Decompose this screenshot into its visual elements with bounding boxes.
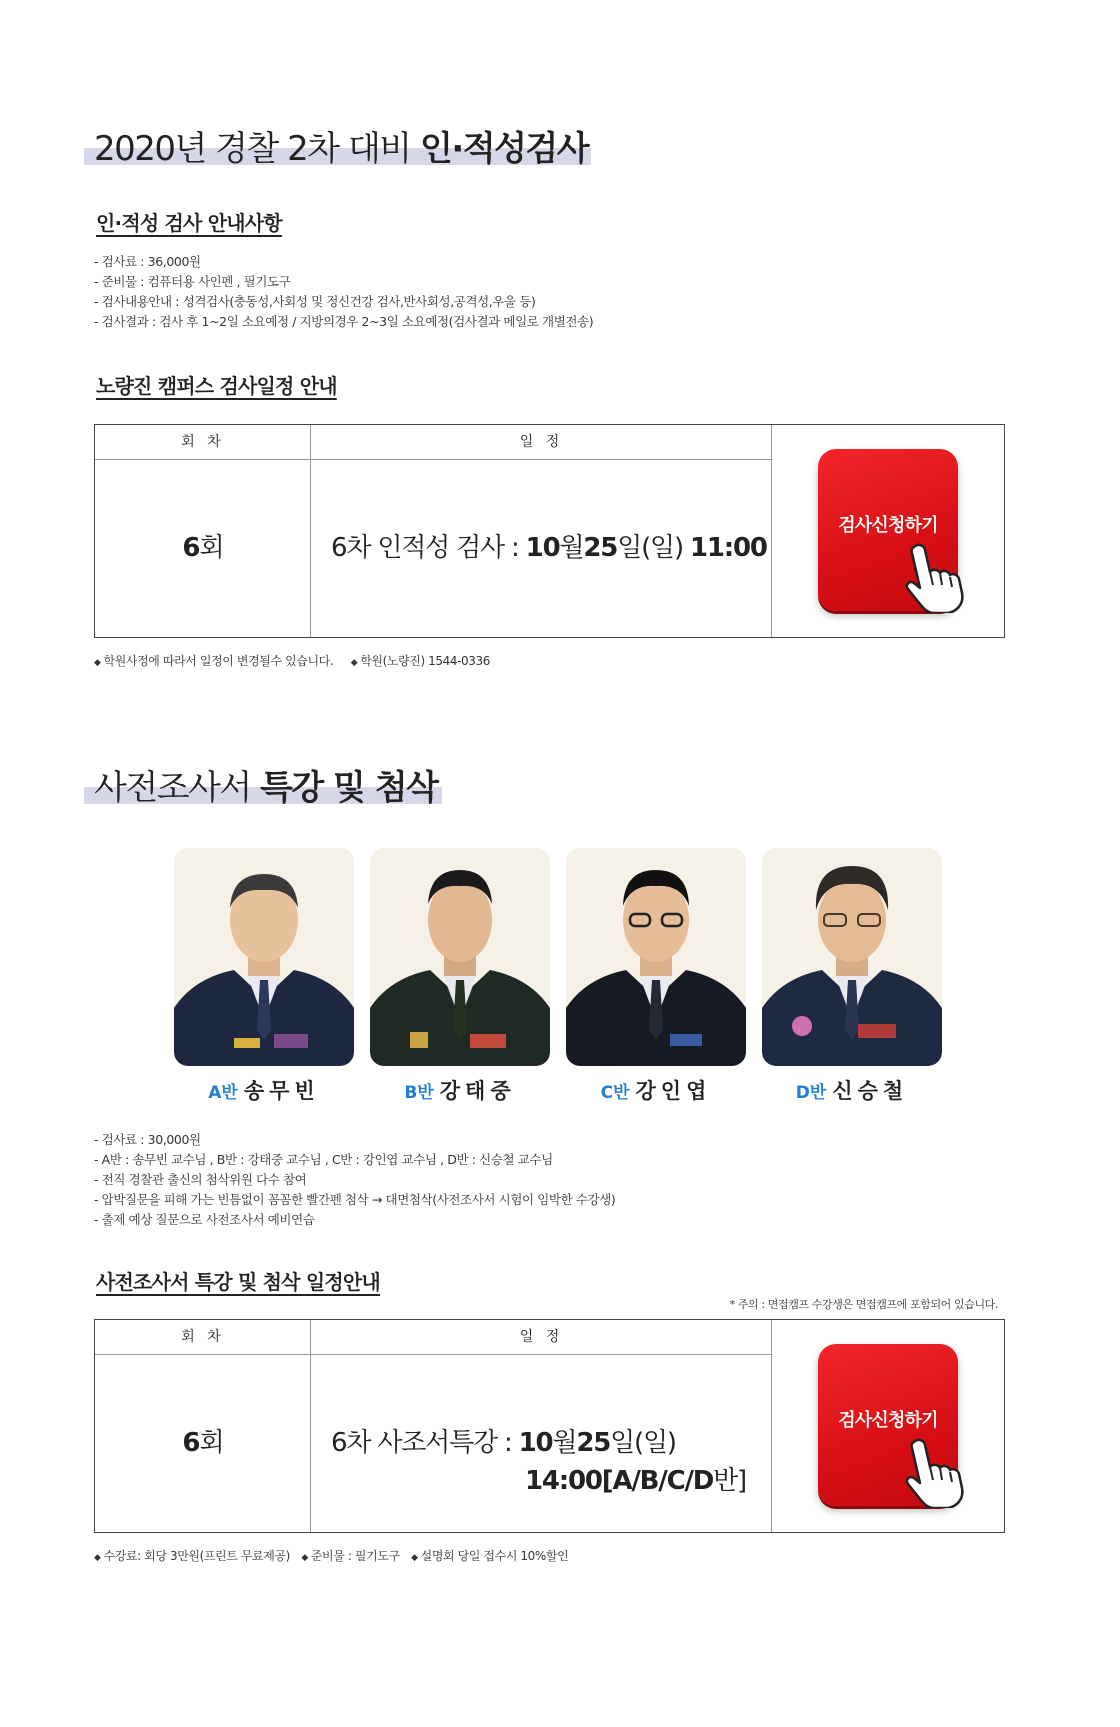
round-number: 6 bbox=[182, 1428, 200, 1458]
detail-time: 14:00[A/B/C/D bbox=[525, 1466, 714, 1496]
section1-title-prefix: 2020년 경찰 2차 대비 bbox=[94, 129, 420, 169]
detail-time-unit: 반] bbox=[713, 1466, 747, 1496]
detail-prefix: 6차 사조서특강 : bbox=[331, 1428, 519, 1458]
info-item: - A반 : 송무빈 교수님 , B반 : 강태중 교수님 , C반 : 강인엽 교수님 , D반 : 신승철 교수님 bbox=[94, 1152, 553, 1167]
instructor-label-c bbox=[566, 1075, 746, 1105]
detail-day: 25 bbox=[583, 533, 618, 563]
table-divider bbox=[771, 425, 772, 637]
instructor-label-a bbox=[174, 1075, 354, 1105]
note-text: 학원사정에 따라서 일정이 변경될수 있습니다. bbox=[103, 654, 334, 668]
bullet-icon: ◆ bbox=[94, 1553, 101, 1563]
note-text: 준비물 : 필기도구 bbox=[310, 1549, 400, 1563]
schedule-detail-time bbox=[525, 1460, 746, 1497]
round-unit: 회 bbox=[199, 533, 224, 563]
apply-button[interactable] bbox=[818, 449, 958, 611]
section2-schedule-table bbox=[94, 1319, 1005, 1533]
info-item: - 검사내용안내 : 성격검사(충동성,사회성 및 정신건강 검사,반사회성,공격성,우울 등) bbox=[94, 294, 536, 309]
detail-prefix: 6차 인적성 검사 : bbox=[331, 533, 526, 563]
section1-notes bbox=[94, 652, 504, 669]
detail-month: 10 bbox=[518, 1428, 553, 1458]
bullet-icon: ◆ bbox=[301, 1553, 308, 1563]
note-text: 수강료: 회당 3만원(프린트 무료제공) bbox=[103, 1549, 290, 1563]
info-item: - 압박질문을 피해 가는 빈틈없이 꼼꼼한 빨간펜 첨삭 → 대면첨삭(사전조사서 시험이 임박한 수강생) bbox=[94, 1192, 616, 1207]
note-text: 설명회 당일 접수시 10%할인 bbox=[420, 1549, 569, 1563]
info-item: - 출제 예상 질문으로 사전조사서 예비연습 bbox=[94, 1212, 315, 1227]
table-header-round: 회 차 bbox=[95, 425, 311, 460]
note-text: 학원(노량진) 1544-0336 bbox=[360, 654, 490, 668]
detail-month-unit: 월 bbox=[559, 533, 584, 563]
instructor-name: 신승철 bbox=[832, 1079, 909, 1103]
table-header-schedule: 일 정 bbox=[311, 1320, 772, 1355]
table-divider bbox=[771, 1320, 772, 1532]
schedule-detail bbox=[331, 1422, 676, 1459]
detail-time: 11:00 bbox=[689, 533, 767, 563]
instructor-name: 강인엽 bbox=[635, 1079, 712, 1103]
detail-day: 25 bbox=[576, 1428, 611, 1458]
section2-title-bold: 특강 및 첨삭 bbox=[260, 768, 438, 808]
section1-schedule-table bbox=[94, 424, 1005, 638]
class-label: C반 bbox=[600, 1083, 630, 1103]
round-cell bbox=[95, 1422, 311, 1459]
bullet-icon: ◆ bbox=[94, 658, 101, 668]
info-item: - 검사료 : 36,000원 bbox=[94, 254, 201, 269]
section2-info-list bbox=[94, 1130, 615, 1230]
apply-button-label: 검사신청하기 bbox=[838, 1410, 938, 1431]
round-cell bbox=[95, 527, 311, 564]
detail-day-unit: 일(일) bbox=[610, 1428, 676, 1458]
detail-day-unit: 일(일) bbox=[617, 533, 690, 563]
section1-title-bold: 인·적성검사 bbox=[419, 129, 589, 169]
round-number: 6 bbox=[182, 533, 200, 563]
section2-title bbox=[94, 760, 437, 809]
hand-pointer-icon bbox=[900, 541, 970, 613]
hand-pointer-icon bbox=[900, 1436, 970, 1508]
instructor-name: 강태중 bbox=[439, 1079, 516, 1103]
table-header-round: 회 차 bbox=[95, 1320, 311, 1355]
apply-button-label: 검사신청하기 bbox=[838, 515, 938, 536]
note-item bbox=[94, 1549, 290, 1563]
note-item bbox=[411, 1549, 568, 1563]
info-item: - 검사결과 : 검사 후 1~2일 소요예정 / 지방의경우 2~3일 소요예정(검사결과 메일로 개별전송) bbox=[94, 314, 594, 329]
note-item bbox=[301, 1549, 399, 1563]
schedule-detail bbox=[331, 527, 767, 564]
section2-caution: * 주의 : 면접캠프 수강생은 면접캠프에 포함되어 있습니다. bbox=[729, 1298, 998, 1311]
section1-schedule-title: 노량진 캠퍼스 검사일정 안내 bbox=[96, 374, 337, 398]
info-item: - 검사료 : 30,000원 bbox=[94, 1132, 201, 1147]
bullet-icon: ◆ bbox=[350, 658, 358, 668]
instructor-photo-c bbox=[566, 848, 746, 1066]
note-item bbox=[351, 654, 490, 668]
bullet-icon: ◆ bbox=[411, 1553, 418, 1563]
instructor-label-d bbox=[762, 1075, 942, 1105]
round-unit: 회 bbox=[199, 1428, 224, 1458]
instructor-photo-b bbox=[370, 848, 550, 1066]
detail-month-unit: 월 bbox=[552, 1428, 577, 1458]
class-label: A반 bbox=[208, 1083, 238, 1103]
apply-button[interactable] bbox=[818, 1344, 958, 1506]
detail-month: 10 bbox=[525, 533, 560, 563]
class-label: B반 bbox=[404, 1083, 434, 1103]
section1-title bbox=[94, 121, 588, 170]
instructor-photo-a bbox=[174, 848, 354, 1066]
section2-title-prefix: 사전조사서 bbox=[94, 768, 261, 808]
instructor-photo-d bbox=[762, 848, 942, 1066]
instructor-label-b bbox=[370, 1075, 550, 1105]
info-item: - 전직 경찰관 출신의 첨삭위원 다수 참여 bbox=[94, 1172, 307, 1187]
class-label: D반 bbox=[795, 1083, 827, 1103]
section1-info-title: 인·적성 검사 안내사항 bbox=[96, 211, 282, 235]
section2-notes bbox=[94, 1547, 582, 1564]
info-item: - 준비물 : 컴퓨터용 사인펜 , 필기도구 bbox=[94, 274, 291, 289]
table-header-schedule: 일 정 bbox=[311, 425, 772, 460]
section1-info-list bbox=[94, 252, 593, 332]
instructor-name: 송무빈 bbox=[243, 1079, 320, 1103]
note-item bbox=[94, 654, 333, 668]
section2-schedule-title: 사전조사서 특강 및 첨삭 일정안내 bbox=[96, 1270, 380, 1294]
